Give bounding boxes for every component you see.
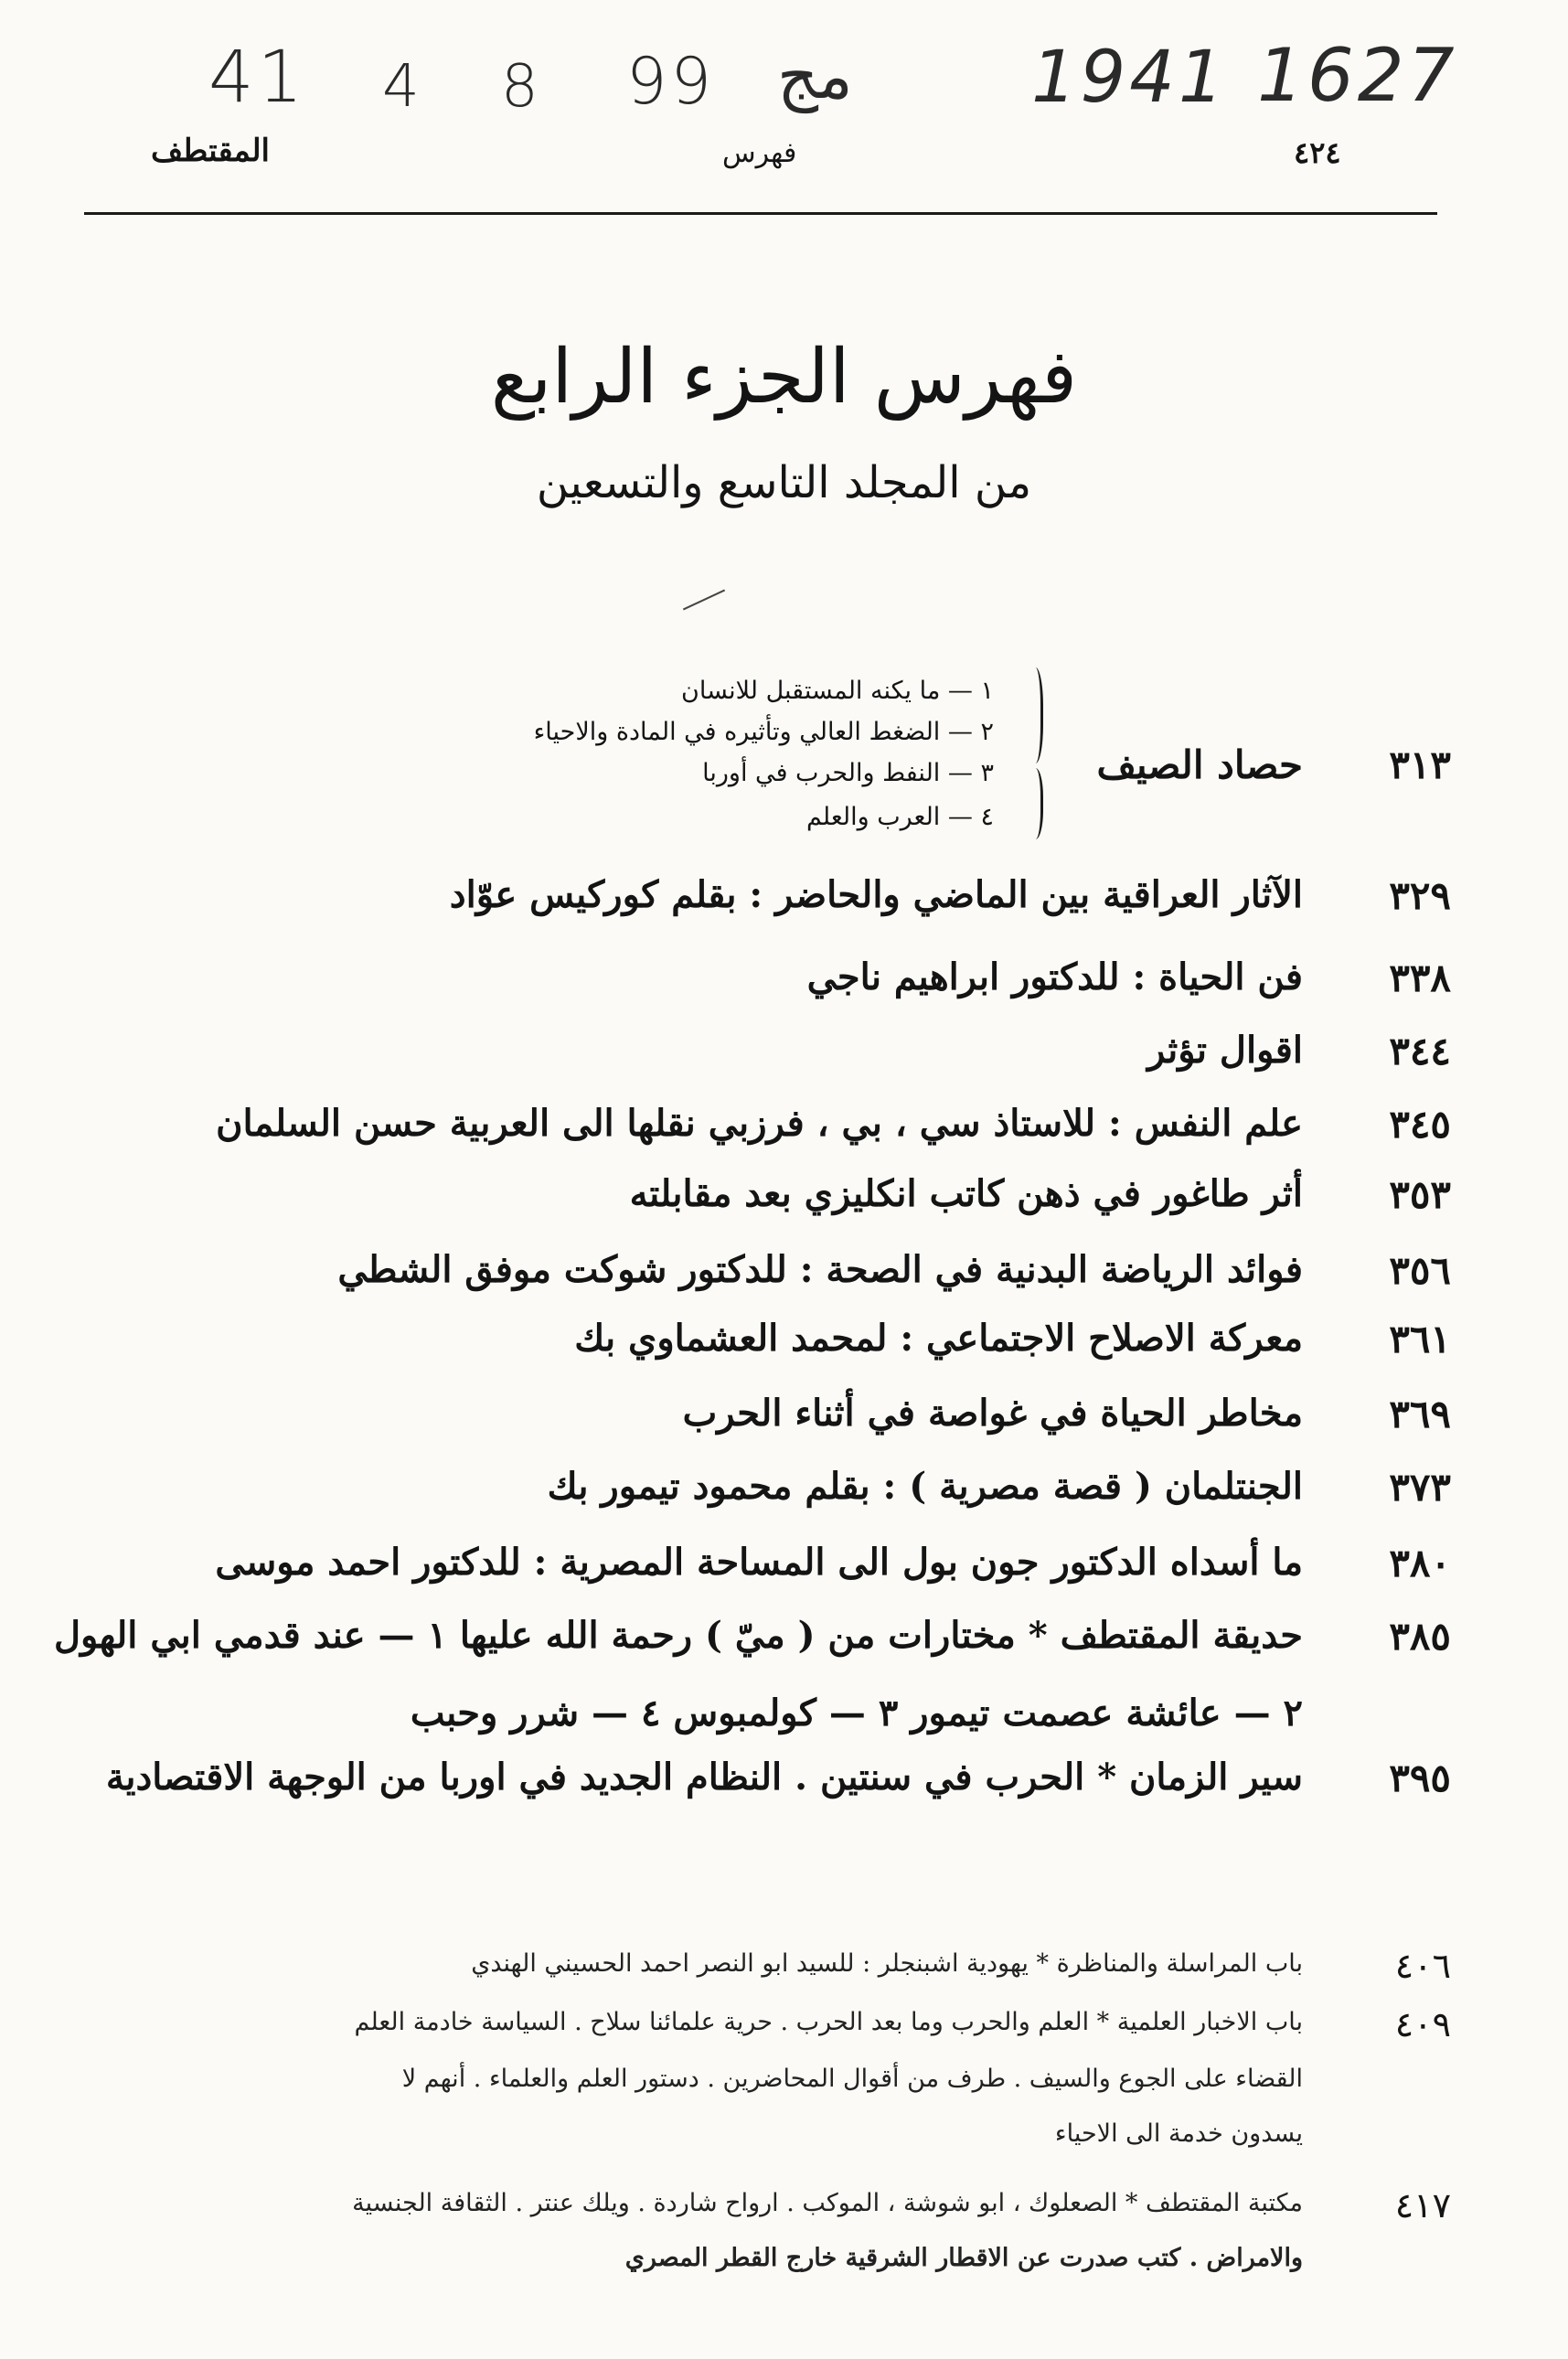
- entry-title: ما أسداه الدكتور جون بول الى المساحة المصرية : للدكتور احمد موسى: [215, 1541, 1303, 1584]
- journal-name: المقتطف: [151, 133, 271, 169]
- entry-page: ٣٢٩: [1389, 873, 1451, 918]
- small-entry-line: مكتبة المقتطف * الصعلوك ، ابو شوشة ، الموكب . ارواح شاردة . ويلك عنتر . الثقافة الجنسية: [352, 2189, 1303, 2217]
- entry-title: حديقة المقتطف * مختارات من ( ميّ ) رحمة الله عليها ١ — عند قدمي ابي الهول: [53, 1614, 1303, 1657]
- group-page: ٣١٣: [1389, 742, 1451, 787]
- entry-page: ٣٥٣: [1389, 1172, 1451, 1217]
- title-divider: [683, 590, 725, 611]
- entry-title: مخاطر الحياة في غواصة في أثناء الحرب: [682, 1392, 1303, 1435]
- group-item: ١ — ما يكنه المستقبل للانسان: [681, 677, 994, 705]
- entry-title-continued: ٢ — عائشة عصمت تيمور ٣ — كولمبوس ٤ — شرر وحبب: [410, 1692, 1303, 1735]
- entry-title: فن الحياة : للدكتور ابراهيم ناجي: [806, 955, 1303, 998]
- entry-title: علم النفس : للاستاذ سي ، بي ، فرزبي نقلها الى العربية حسن السلمان: [216, 1102, 1303, 1145]
- group-bracket-lower: [1024, 768, 1043, 839]
- small-entry-page: ٤٠٩: [1394, 2004, 1451, 2044]
- group-bracket-upper: [1024, 667, 1043, 763]
- group-item: ٢ — الضغط العالي وتأثيره في المادة والاحياء: [533, 718, 994, 746]
- entry-page: ٣٣٨: [1389, 955, 1451, 1000]
- entry-page: ٣٧٣: [1389, 1465, 1451, 1510]
- handwritten-ref-8: 8: [501, 53, 542, 121]
- entry-page: ٣٤٤: [1389, 1029, 1451, 1073]
- group-item: ٣ — النفط والحرب في أوربا: [702, 759, 994, 787]
- handwritten-ref-volume: مج: [777, 38, 853, 113]
- handwritten-ref-41: 41: [208, 37, 307, 119]
- entry-page: ٣٨٠: [1389, 1541, 1451, 1585]
- entry-title: الجنتلمان ( قصة مصرية ) : بقلم محمود تيمور بك: [547, 1465, 1303, 1508]
- handwritten-ref-code: 1627: [1257, 33, 1458, 118]
- entry-title: فوائد الرياضة البدنية في الصحة : للدكتور شوكت موفق الشطي: [337, 1248, 1303, 1291]
- entry-title: أثر طاغور في ذهن كاتب انكليزي بعد مقابلته: [629, 1172, 1303, 1215]
- running-section: فهرس: [722, 137, 797, 169]
- page-number: ٤٢٤: [1294, 135, 1341, 170]
- entry-page: ٣٨٥: [1389, 1614, 1451, 1659]
- index-title: فهرس الجزء الرابع: [490, 334, 1078, 421]
- entry-page: ٣٩٥: [1389, 1756, 1451, 1800]
- group-item: ٤ — العرب والعلم: [805, 803, 994, 831]
- handwritten-ref-year: 1941: [1031, 37, 1228, 119]
- group-heading: حصاد الصيف: [1096, 742, 1303, 787]
- small-entry-page: ٤١٧: [1394, 2185, 1451, 2226]
- small-entry-line: والامراض . كتب صدرت عن الاقطار الشرقية خارج القطر المصري: [624, 2244, 1303, 2272]
- entry-title: الآثار العراقية بين الماضي والحاضر : بقلم كوركيس عوّاد: [449, 873, 1303, 916]
- small-entry-line: يسدون خدمة الى الاحياء: [1054, 2119, 1303, 2148]
- header-rule: [84, 212, 1437, 215]
- entry-page: ٣٥٦: [1389, 1248, 1451, 1293]
- entry-title: معركة الاصلاح الاجتماعي : لمحمد العشماوي بك: [574, 1317, 1303, 1360]
- entry-title: سير الزمان * الحرب في سنتين . النظام الجديد في اوربا من الوجهة الاقتصادية: [105, 1756, 1303, 1799]
- entry-page: ٣٦٩: [1389, 1392, 1451, 1436]
- small-entry-line: القضاء على الجوع والسيف . طرف من أقوال المحاضرين . دستور العلم والعلماء . أنهم لا: [401, 2065, 1303, 2093]
- small-entry-line: باب المراسلة والمناظرة * يهودية اشبنجلر : للسيد ابو النصر احمد الحسيني الهندي: [471, 1949, 1303, 1978]
- small-entry-page: ٤٠٦: [1394, 1946, 1451, 1986]
- handwritten-ref-4: 4: [382, 53, 423, 121]
- index-subtitle: من المجلد التاسع والتسعين: [536, 457, 1032, 508]
- entry-page: ٣٤٥: [1389, 1102, 1451, 1147]
- handwritten-ref-99: 99: [626, 44, 716, 119]
- entry-title: اقوال تؤثر: [1147, 1029, 1303, 1072]
- entry-page: ٣٦١: [1389, 1317, 1451, 1361]
- small-entry-line: باب الاخبار العلمية * العلم والحرب وما بعد الحرب . حرية علمائنا سلاح . السياسة خادمة العلم: [354, 2008, 1303, 2036]
